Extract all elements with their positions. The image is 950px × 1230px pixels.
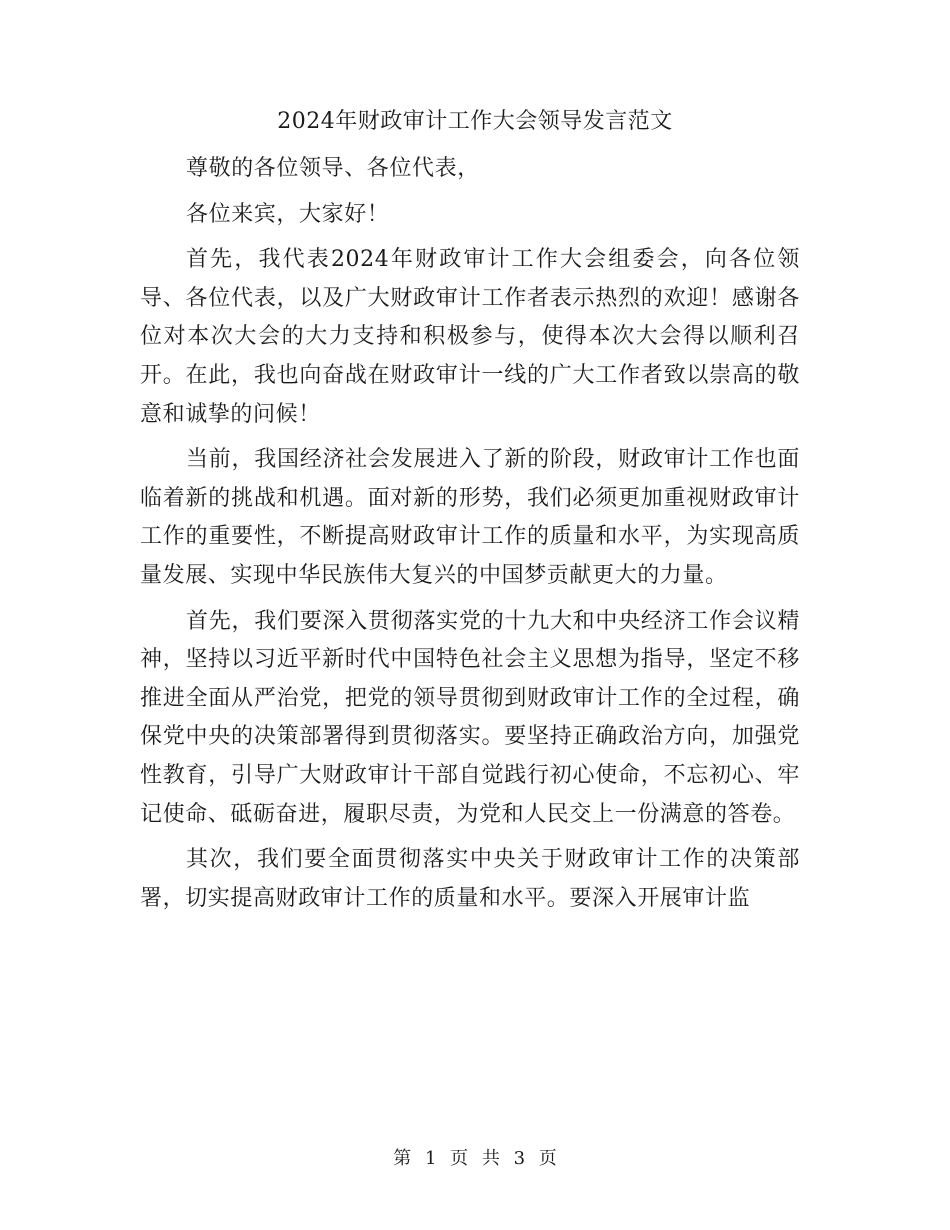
page-unit: 页: [450, 1148, 469, 1169]
document-body: [140, 150, 800, 925]
context-paragraph: 当前，我国经济社会发展进入了新的阶段，财政审计工作也面临着新的挑战和机遇。面对新的形势，我们必须更加重视财政审计工作的重要性，不断提高财政审计工作的质量和水平，为实现高质量发展、实现中华民族伟大复兴的中国梦贡献更大的力量。: [140, 447, 800, 588]
page-label: 第: [393, 1148, 412, 1169]
document-title: 2024年财政审计工作大会领导发言范文: [277, 109, 673, 134]
total-label: 共: [481, 1148, 500, 1169]
welcome-paragraph: 首先，我代表2024年财政审计工作大会组委会，向各位领导、各位代表，以及广大财政审计工作者表示热烈的欢迎！感谢各位对本次大会的大力支持和积极参与，使得本次大会得以顺利召开。在此，我也向奋战在财政审计一线的广大工作者致以崇高的敬意和诚挚的问候！: [140, 247, 800, 427]
first-point-paragraph: 首先，我们要深入贯彻落实党的十九大和中央经济工作会议精神，坚持以习近平新时代中国特色社会主义思想为指导，坚定不移推进全面从严治党，把党的领导贯彻到财政审计工作的全过程，确保党中央的决策部署得到贯彻落实。要坚持正确政治方向，加强党性教育，引导广大财政审计干部自觉践行初心使命，不忘初心、牢记使命、砥砺奋进，履职尽责，为党和人民交上一份满意的答卷。: [140, 608, 800, 827]
page-number: 1: [424, 1148, 437, 1169]
second-point-paragraph: 其次，我们要全面贯彻落实中央关于财政审计工作的决策部署，切实提高财政审计工作的质量和水平。要深入开展审计监: [140, 847, 800, 911]
total-pages: 3: [513, 1148, 526, 1169]
greeting-line: 尊敬的各位领导、各位代表，: [186, 156, 480, 181]
page-footer: [0, 1146, 950, 1172]
total-unit: 页: [538, 1148, 557, 1169]
greeting-line-2: 各位来宾，大家好！: [186, 201, 390, 227]
